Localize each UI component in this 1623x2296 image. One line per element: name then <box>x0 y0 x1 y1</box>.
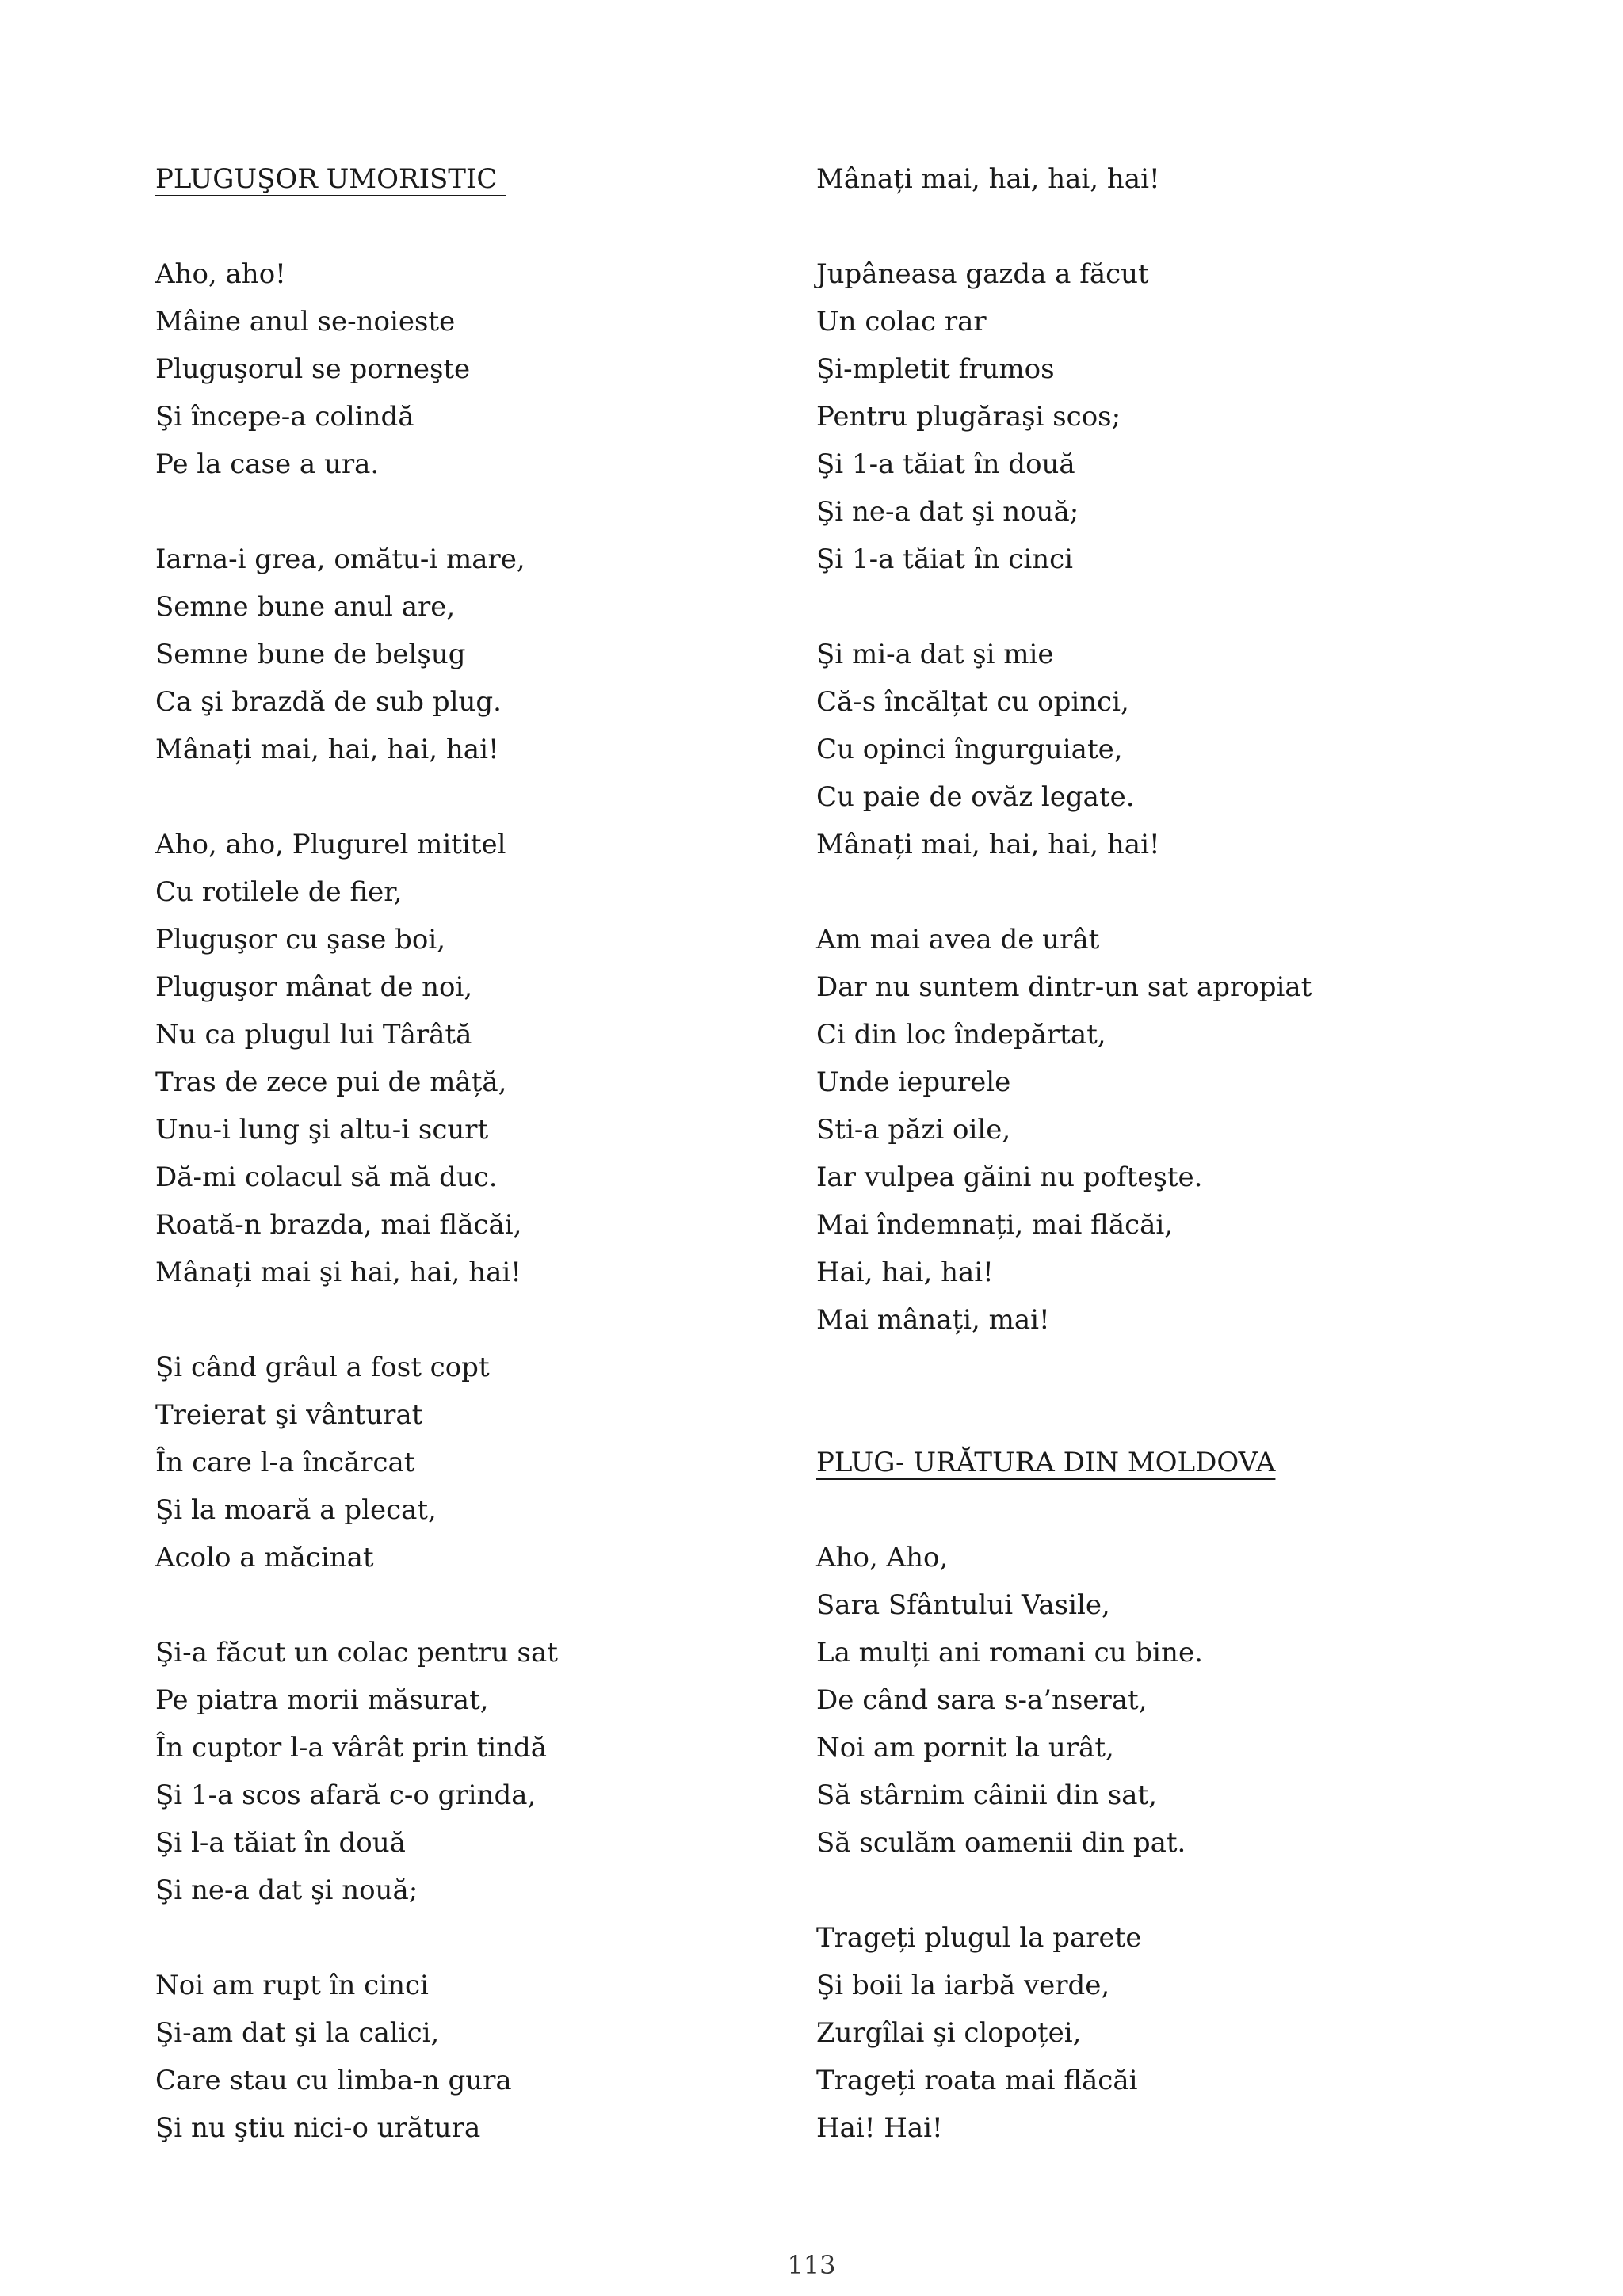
stanza-gap <box>816 1344 1466 1391</box>
verse-line: Iar vulpea găini nu pofteşte. <box>816 1161 1203 1193</box>
left-column <box>155 155 805 2152</box>
verse-line: Cu paie de ovăz legate. <box>816 781 1135 813</box>
stanza <box>816 1534 1466 1867</box>
stanza-gap <box>816 868 1466 916</box>
stanza-gap <box>816 1391 1466 1439</box>
verse-line: Sara Sfântului Vasile, <box>816 1589 1110 1621</box>
verse-line: Dar nu suntem dintr-un sat apropiat <box>816 971 1312 1003</box>
stanza <box>155 1962 805 2152</box>
verse-line: Şi l-a tăiat în două <box>155 1827 406 1859</box>
stanza <box>155 1629 805 1914</box>
verse-line: Mai mânați, mai! <box>816 1304 1050 1336</box>
verse-line: Pe la case a ura. <box>155 448 380 480</box>
verse-line: Pe piatra morii măsurat, <box>155 1684 489 1716</box>
verse-line: Mânați mai şi hai, hai, hai! <box>155 1257 521 1288</box>
verse-line: De când sara s-a’nserat, <box>816 1684 1148 1716</box>
verse-line: Noi am pornit la urât, <box>816 1732 1114 1764</box>
stanza-gap <box>816 1867 1466 1914</box>
verse-line: Acolo a măcinat <box>155 1542 374 1573</box>
verse-line: Că-s încălțat cu opinci, <box>816 686 1129 718</box>
verse-line: Şi ne-a dat şi nouă; <box>155 1875 418 1906</box>
verse-line: Tras de zece pui de mâță, <box>155 1066 507 1098</box>
verse-line: Trageți plugul la parete <box>816 1922 1142 1954</box>
page-number: 113 <box>787 2250 836 2280</box>
verse-line: Să sculăm oamenii din pat. <box>816 1827 1186 1859</box>
verse-line: În care l-a încărcat <box>155 1447 415 1478</box>
verse-line: Semne bune anul are, <box>155 591 456 623</box>
verse-line: Treierat şi vânturat <box>155 1399 423 1431</box>
verse-line: Pluguşorul se porneşte <box>155 353 471 385</box>
verse-line: Roată-n brazda, mai flăcăi, <box>155 1209 522 1241</box>
verse-line: Mâine anul se-noieste <box>155 306 456 338</box>
verse-line: Şi nu ştiu nici-o urătura <box>155 2112 481 2144</box>
verse-line: Şi 1-a tăiat în cinci <box>816 543 1074 575</box>
verse-line: Zurgîlai şi clopoței, <box>816 2017 1082 2049</box>
verse-line: Pentru plugăraşi scos; <box>816 401 1121 433</box>
verse-line: Aho, aho, Plugurel mititel <box>155 829 506 860</box>
verse-line: Şi ne-a dat şi nouă; <box>816 496 1079 528</box>
stanza <box>816 916 1466 1344</box>
stanza <box>155 1344 805 1581</box>
verse-line: Sti-a păzi oile, <box>816 1114 1011 1146</box>
stanza <box>155 250 805 488</box>
stanza-gap <box>155 1914 805 1962</box>
right-column <box>816 155 1466 2152</box>
verse-line: Trageți roata mai flăcăi <box>816 2065 1138 2096</box>
verse-line: Şi 1-a tăiat în două <box>816 448 1075 480</box>
verse-line: Care stau cu limba-n gura <box>155 2065 512 2096</box>
verse-line: Şi când grâul a fost copt <box>155 1352 490 1383</box>
stanza-gap <box>816 203 1466 250</box>
verse-line: Mânați mai, hai, hai, hai! <box>816 163 1160 195</box>
stanza <box>816 155 1466 203</box>
verse-line: Cu rotilele de fier, <box>155 876 403 908</box>
verse-line: Şi la moară a plecat, <box>155 1494 437 1526</box>
verse-line: Un colac rar <box>816 306 987 338</box>
verse-line: Mai îndemnați, mai flăcăi, <box>816 1209 1174 1241</box>
stanza-gap <box>816 1486 1466 1534</box>
verse-line: Hai! Hai! <box>816 2112 943 2144</box>
stanza <box>816 1914 1466 2152</box>
verse-line: Am mai avea de urât <box>816 924 1100 955</box>
verse-line: Semne bune de belşug <box>155 639 466 670</box>
verse-line: Nu ca plugul lui Târâtă <box>155 1019 472 1051</box>
stanza-gap <box>155 773 805 821</box>
verse-line: Şi 1-a scos afară c-o grinda, <box>155 1779 537 1811</box>
verse-line: Ca şi brazdă de sub plug. <box>155 686 502 718</box>
verse-line: Aho, Aho, <box>816 1542 949 1573</box>
verse-line: Şi-a făcut un colac pentru sat <box>155 1637 558 1669</box>
verse-line: Hai, hai, hai! <box>816 1257 994 1288</box>
verse-line: Cu opinci îngurguiate, <box>816 734 1123 765</box>
stanza-gap <box>155 488 805 536</box>
stanza <box>155 821 805 1296</box>
verse-line: Şi mi-a dat şi mie <box>816 639 1054 670</box>
poem-title <box>155 155 805 203</box>
verse-line: Noi am rupt în cinci <box>155 1970 429 2001</box>
verse-line: Şi boii la iarbă verde, <box>816 1970 1110 2001</box>
verse-line: Unde iepurele <box>816 1066 1011 1098</box>
stanza-gap <box>155 203 805 250</box>
stanza-gap <box>155 1296 805 1344</box>
verse-line: Dă-mi colacul să mă duc. <box>155 1161 498 1193</box>
stanza <box>816 631 1466 868</box>
verse-line: Şi-mpletit frumos <box>816 353 1055 385</box>
verse-line: Aho, aho! <box>155 258 286 290</box>
verse-line: Mânați mai, hai, hai, hai! <box>155 734 499 765</box>
verse-line: Jupâneasa gazda a făcut <box>816 258 1149 290</box>
verse-line: Unu-i lung şi altu-i scurt <box>155 1114 489 1146</box>
stanza-gap <box>155 1581 805 1629</box>
verse-line: Iarna-i grea, omătu-i mare, <box>155 543 525 575</box>
stanza <box>155 536 805 773</box>
poem-title <box>816 1439 1466 1486</box>
verse-line: Să stârnim câinii din sat, <box>816 1779 1157 1811</box>
verse-line: La mulți ani romani cu bine. <box>816 1637 1203 1669</box>
verse-line: Pluguşor mânat de noi, <box>155 971 473 1003</box>
verse-line: Ci din loc îndepărtat, <box>816 1019 1106 1051</box>
poem-title-text: PLUGUŞOR UMORISTIC <box>155 163 506 195</box>
verse-line: În cuptor l-a vârât prin tindă <box>155 1732 548 1764</box>
verse-line: Şi începe-a colindă <box>155 401 414 433</box>
verse-line: Mânați mai, hai, hai, hai! <box>816 829 1160 860</box>
stanza <box>816 250 1466 583</box>
poem-title-text: PLUG- URĂTURA DIN MOLDOVA <box>816 1447 1276 1478</box>
verse-line: Şi-am dat şi la calici, <box>155 2017 440 2049</box>
verse-line: Pluguşor cu şase boi, <box>155 924 446 955</box>
stanza-gap <box>816 583 1466 631</box>
